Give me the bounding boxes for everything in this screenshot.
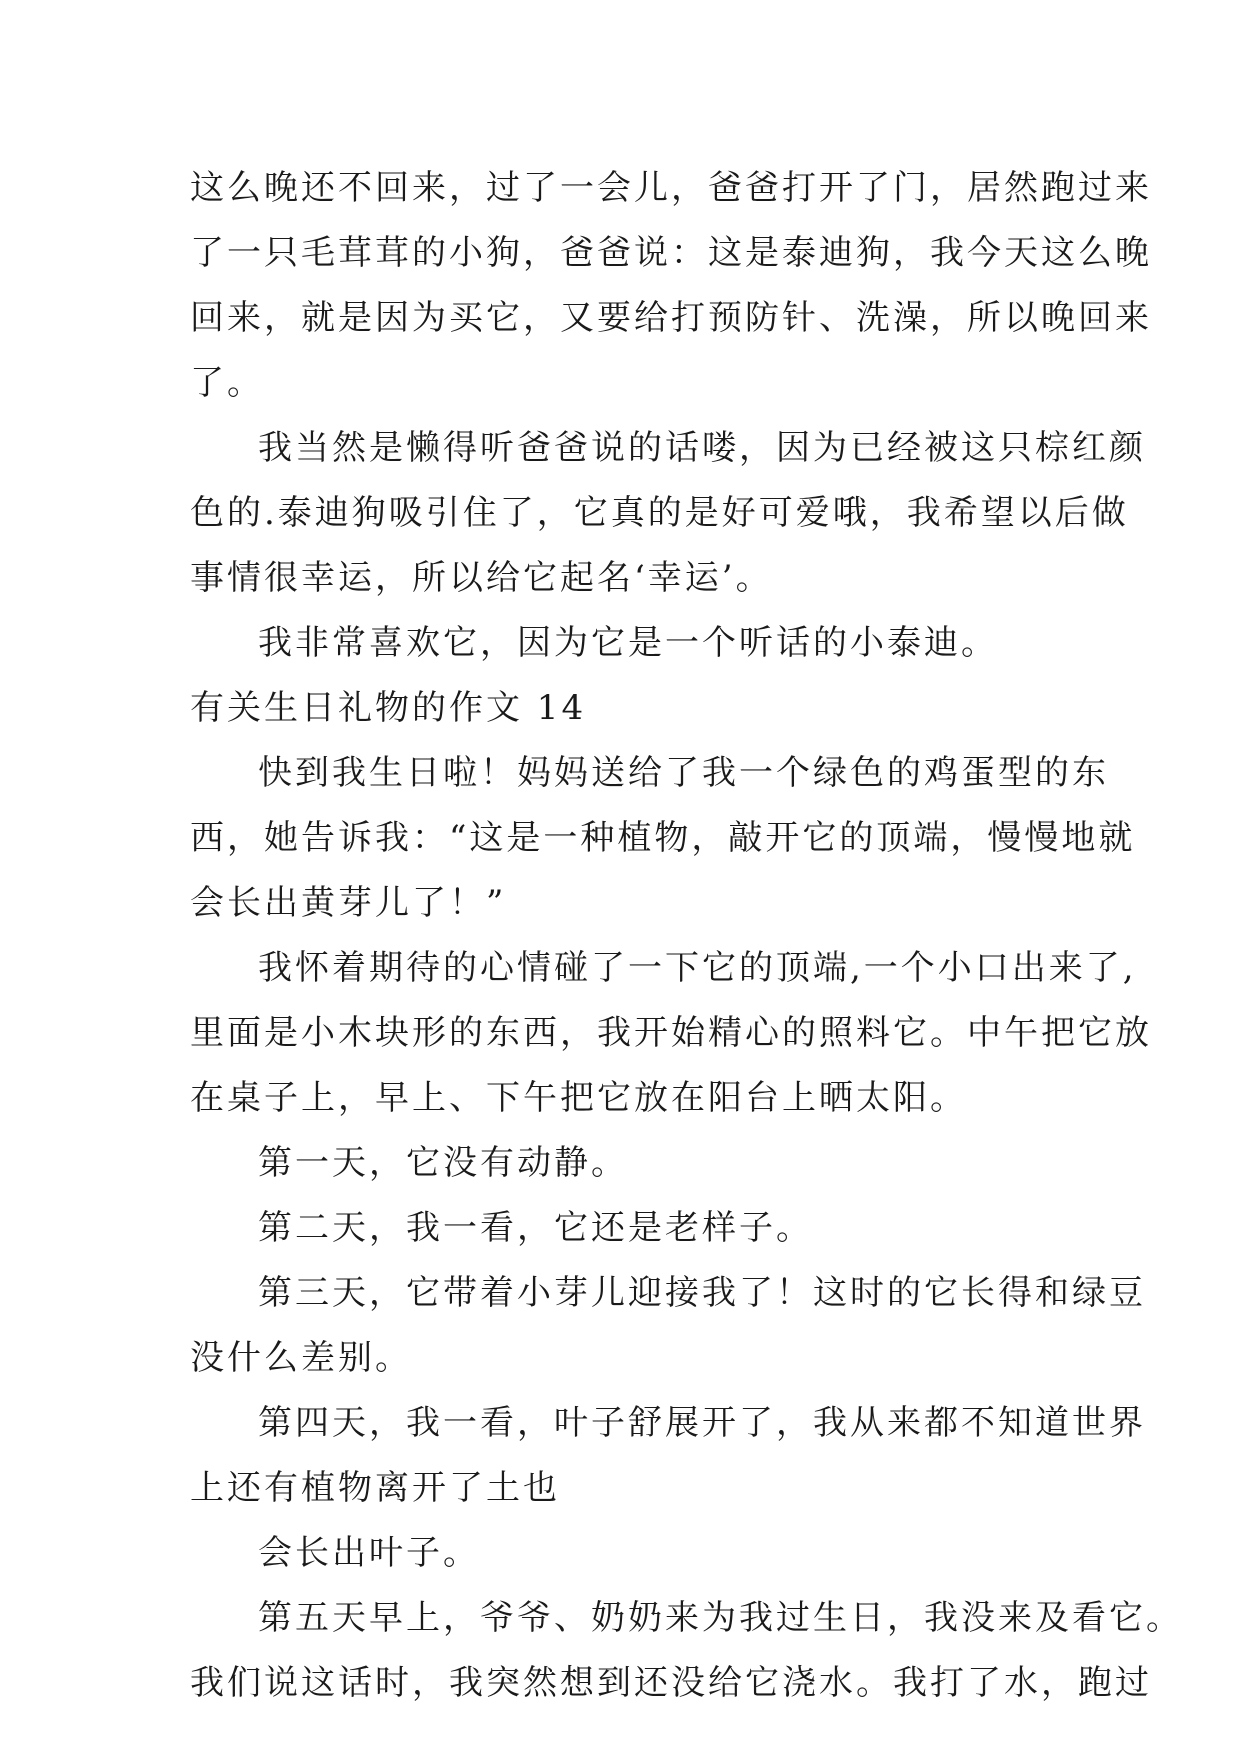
text-line: 里面是小木块形的东西，我开始精心的照料它。中午把它放 [190,1013,1152,1053]
text-line: 事情很幸运，所以给它起名‘幸运’。 [190,558,773,598]
section-heading: 有关生日礼物的作文 14 [190,688,587,728]
text-line: 第四天，我一看，叶子舒展开了，我从来都不知道世界 [258,1403,1146,1443]
text-line: 会长出黄芽儿了！” [190,883,507,923]
text-line: 色的.泰迪狗吸引住了，它真的是好可爱哦，我希望以后做 [190,493,1129,533]
text-line: 第五天早上，爷爷、奶奶来为我过生日，我没来及看它。 [258,1598,1183,1638]
text-line: 我当然是懒得听爸爸说的话喽，因为已经被这只棕红颜 [258,428,1146,468]
text-line: 第一天，它没有动静。 [258,1143,628,1183]
text-line: 上还有植物离开了土也 [190,1468,560,1508]
text-line: 了。 [190,363,264,403]
text-line: 在桌子上，早上、下午把它放在阳台上晒太阳。 [190,1078,967,1118]
text-line: 快到我生日啦！妈妈送给了我一个绿色的鸡蛋型的东 [258,753,1109,793]
text-line: 我非常喜欢它，因为它是一个听话的小泰迪。 [258,623,998,663]
text-line: 没什么差别。 [190,1338,412,1378]
text-line: 这么晚还不回来，过了一会儿，爸爸打开了门，居然跑过来 [190,168,1152,208]
text-line: 第三天，它带着小芽儿迎接我了！这时的它长得和绿豆 [258,1273,1146,1313]
text-line: 了一只毛茸茸的小狗，爸爸说：这是泰迪狗，我今天这么晚 [190,233,1152,273]
text-line: 回来，就是因为买它，又要给打预防针、洗澡，所以晚回来 [190,298,1152,338]
essay-text [190,156,1183,1716]
text-line: 会长出叶子。 [258,1533,480,1573]
text-line: 我们说这话时，我突然想到还没给它浇水。我打了水，跑过 [190,1663,1152,1703]
text-line: 我怀着期待的心情碰了一下它的顶端,一个小口出来了, [258,948,1137,988]
text-line: 第二天，我一看，它还是老样子。 [258,1208,813,1248]
text-line: 西，她告诉我：“这是一种植物，敲开它的顶端，慢慢地就 [190,818,1136,858]
